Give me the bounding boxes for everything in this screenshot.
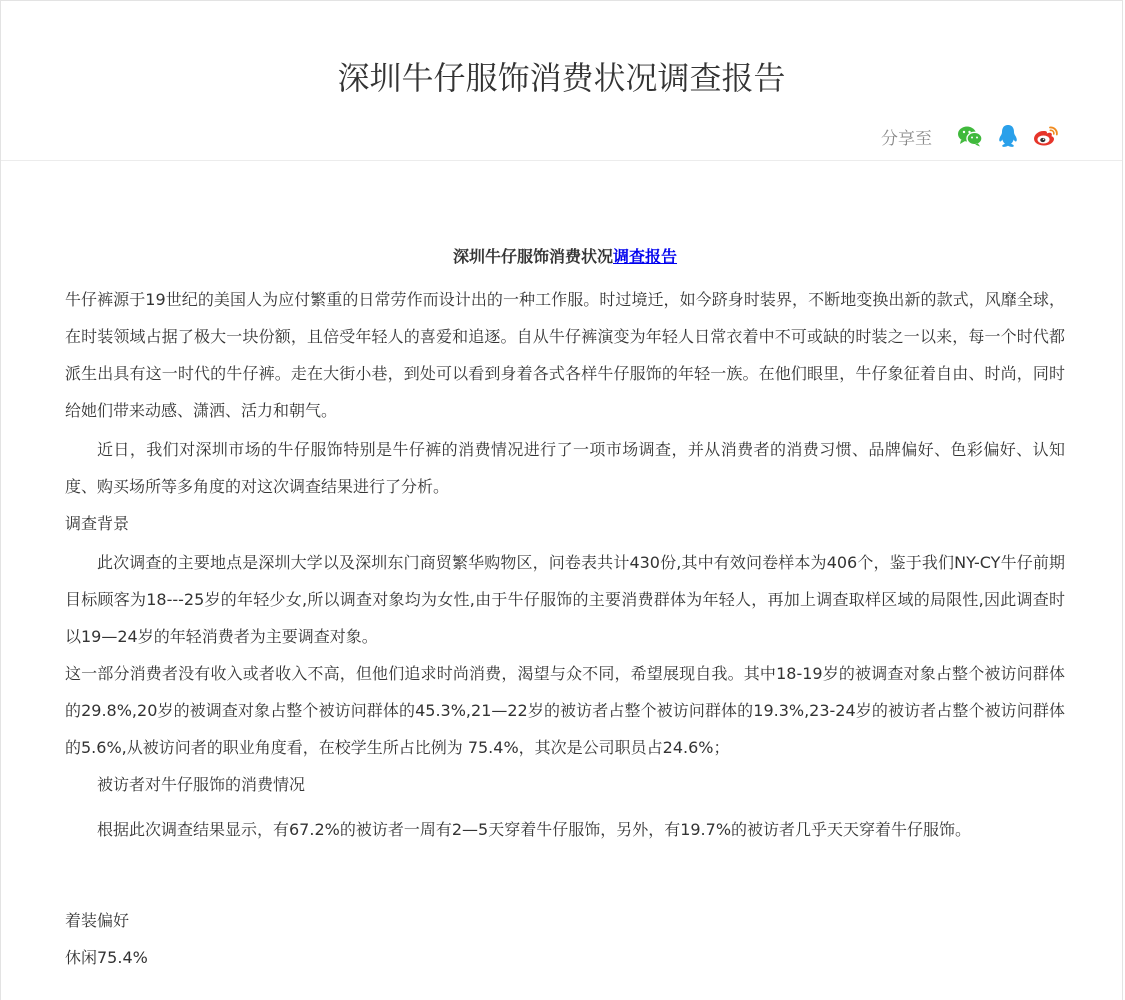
section-heading-background: 调查背景 (65, 514, 130, 533)
share-bar (881, 123, 1060, 149)
paragraph-survey-background: 此次调查的主要地点是深圳大学以及深圳东门商贸繁华购物区，问卷表共计430份,其中有效问卷样本为406个，鉴于我们NY-CY牛仔前期目标顾客为18---25岁的年轻少女,所以调查对象均为女性,由于牛仔服饰的主要消费群体为年轻人，再加上调查取样区域的局限性,因此调查时以19—24岁的年轻消费者为主要调查对象。 (65, 553, 1065, 646)
paragraph-intro: 牛仔裤源于19世纪的美国人为应付繁重的日常劳作而设计出的一种工作服。时过境迁，如今跻身时装界，不断地变换出新的款式，风靡全球，在时装领域占据了极大一块份额，且倍受年轻人的喜爱和追逐。自从牛仔裤演变为年轻人日常衣着中不可或缺的时装之一以来，每一个时代都派生出具有这一时代的牛仔裤。走在大街小巷，到处可以看到身着各式各样牛仔服饰的年轻一族。在他们眼里，牛仔象征着自由、时尚，同时给她们带来动感、潇洒、活力和朝气。 (65, 290, 1065, 420)
paragraph-survey-summary: 近日，我们对深圳市场的牛仔服饰特别是牛仔裤的消费情况进行了一项市场调查，并从消费者的消费习惯、品牌偏好、色彩偏好、认知度、购买场所等多角度的对这次调查结果进行了分析。 (65, 440, 1065, 496)
paragraph-consumption-result: 根据此次调查结果显示，有67.2%的被访者一周有2—5天穿着牛仔服饰，另外，有19.7%的被访者几乎天天穿着牛仔服饰。 (97, 820, 972, 839)
preference-casual: 休闲75.4% (65, 948, 148, 967)
article-body (65, 241, 1065, 976)
wechat-icon[interactable] (956, 123, 984, 149)
share-label: 分享至 (881, 128, 932, 149)
weibo-icon[interactable] (1032, 123, 1060, 149)
qq-icon[interactable] (994, 123, 1022, 149)
article-header (1, 1, 1122, 161)
section-heading-preference: 着装偏好 (65, 911, 130, 930)
article-subtitle (65, 241, 1065, 273)
section-heading-consumption: 被访者对牛仔服饰的消费情况 (97, 775, 306, 794)
report-link[interactable]: 调查报告 (613, 247, 678, 266)
page-title: 深圳牛仔服饰消费状况调查报告 (337, 59, 786, 97)
paragraph-respondent-profile: 这一部分消费者没有收入或者收入不高，但他们追求时尚消费，渴望与众不同，希望展现自我。其中18-19岁的被调查对象占整个被访问群体的29.8%,20岁的被调查对象占整个被访问群体的45.3%,21—22岁的被访者占整个被访问群体的19.3%,23-24岁的被访者占整个被访问群体的5.6%,从被访问者的职业角度看，在校学生所占比例为 75.4%，其次是公司职员占24.6%； (65, 664, 1065, 757)
article-subtitle-text: 深圳牛仔服饰消费状况 (452, 247, 613, 266)
